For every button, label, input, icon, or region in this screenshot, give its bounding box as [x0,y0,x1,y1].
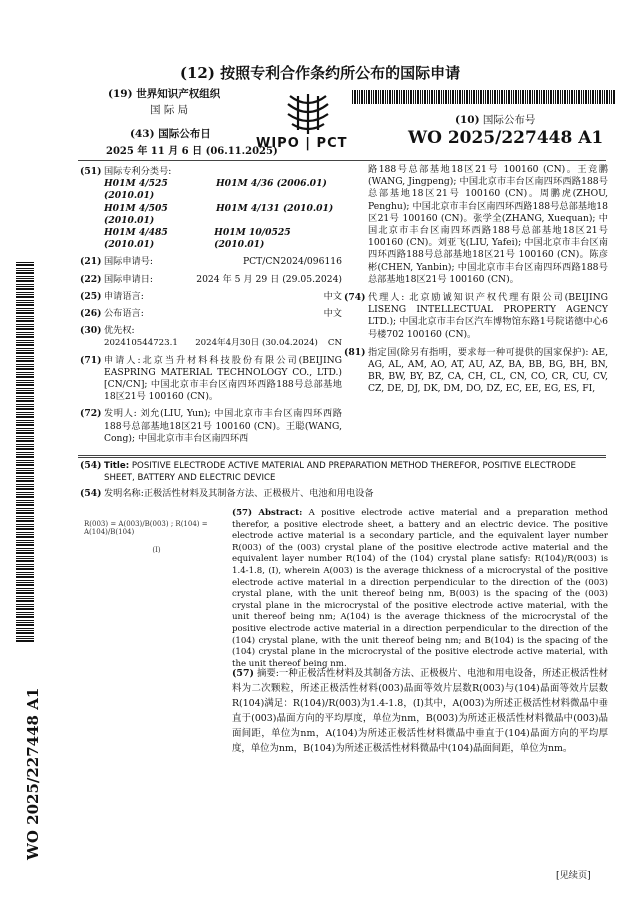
title-rule [78,455,606,458]
field-26: (26) 公布语言: 中文 [80,308,342,320]
continued-note: [见续页] [556,870,591,881]
vertical-pubno [24,640,42,860]
top-barcode [352,89,616,103]
ipc-code: H01M 4/131 (2010.01) [216,202,334,214]
ipc-row [104,178,342,202]
field-30: (30) 优先权: [80,325,135,337]
ipc-code: H01M 4/36 (2006.01) [216,178,327,190]
side-barcode [16,262,34,642]
pubno-label-row [455,112,535,127]
formula-label: (I) [152,546,161,554]
wipo-logo-text: WIPO | PCT [256,136,348,151]
field-22: (22) 国际申请日: 2024 年 5 月 29 日 (29.05.2024) [80,273,342,285]
ipc-row [104,203,342,227]
inventors-continued: 路188号总部基地18区21号 100160 (CN)。王竞鹏(WANG, Jingpeng); 中国北京市丰台区南四环西路188号总部基地18区21号 100160 (CN)。周鹏虎(ZHOU, Penghu); 中国北京市丰台区南四环西路188号总部基地18区21号 100160 (CN)。张学全(ZHANG, Xuequan); 中国北京市丰台区南四环西路188号总部基地18区21号 100160 (CN)。刘亚飞(LIU, Yafei); 中国北京市丰台区南四环西路188号总部基地18区21号 100160 (CN)。陈彦彬(CHEN, Yanbin); 中国北京市丰台区南四环西路188号总部基地18区21号 100160 (CN)。 [368,164,608,285]
left-column [80,166,342,445]
field-74: (74) 代理人: 北京励诚知识产权代理有限公司(BEIJING LISENG INTELLECTUAL PROPERTY AGENCY LTD.); 中国北京市丰台区汽车博物馆东路1号院诺德中心6号楼702 100160 (CN)。 [344,292,608,340]
pubno-label: 国际公布号 [482,114,536,126]
priority-row: 202410544723.1 2024年4月30日 (30.04.2024) CN [104,338,342,349]
ipc-list [80,178,342,251]
org-name: 世界知识产权组织 [136,88,221,100]
formula-line: R(003) = A(003)/B(003) ; R(104) = A(104)/B(104) [84,520,208,536]
vertical-pubno-text: WO 2025/227448 A1 [24,687,42,860]
abstract-zh: (57) 摘要:一种正极活性材料及其制备方法、正极极片、电池和用电设备，所述正极活性材料为二次颗粒，所述正极活性材料(003)晶面等效片层数R(003)与(104)晶面等效片层数R(104)满足：R(104)/R(003)为1.4-1.8，(I)其中，A(003)为所述正极活性材料微晶中垂直于(003)晶面方向的平均厚度，单位为nm，B(003)为所述正极活性材料微晶中(003)晶面间距，单位为nm，A(104)为所述正极活性材料微晶中垂直于(104)晶面方向的平均厚度，单位为nm，B(104)为所述正极活性材料微晶中(104)晶面间距，单位为nm。 [232,668,608,754]
document-title: (12) 按照专利合作条约所公布的国际申请 [179,64,461,82]
field-21: (21) 国际申请号: PCT/CN2024/096116 [80,256,342,268]
formula-figure [84,520,229,554]
pubdate-label-row [130,126,211,141]
pubno-num: (10) [455,114,480,126]
pubdate-num: (43) [130,128,155,140]
right-column [344,164,608,396]
pubno-value: WO 2025/227448 A1 [408,128,604,148]
field-72: (72) 发明人: 刘允(LIU, Yun); 中国北京市丰台区南四环西路188号总部基地18区21号 100160 (CN)。王聪(WANG, Cong); 中国北京市丰台区南四环西 [80,408,342,444]
ipc-code: H01M 4/525 (2010.01) [104,178,168,202]
pubdate-label: 国际公布日 [158,128,211,140]
field-81: (81) 指定国(除另有指明，要求每一种可提供的国家保护): AE, AG, AL, AM, AO, AT, AU, AZ, BA, BB, BG, BH, BN, BR, BW, BY, BZ, CA, CH, CL, CN, CO, CR, CU, CV, CZ, DE, DJ, DK, DM, DO, DZ, EC, EE, EG, ES, FI, [344,346,608,395]
field-54-zh: (54) 发明名称: 正极活性材料及其制备方法、正极极片、电池和用电设备 [80,488,374,499]
field-54-en: (54) Title: POSITIVE ELECTRODE ACTIVE MATERIAL AND PREPARATION METHOD THEREFOR, POSITIVE ELECTRODE SHEET, BATTERY AND ELECTRIC DEVICE [80,460,576,484]
org-num: (19) [108,88,133,100]
org-subname: 国 际 局 [150,104,189,116]
header-rule [78,160,606,161]
ipc-code: H01M 4/485 (2010.01) [104,227,168,251]
ipc-code: H01M 4/505 (2010.01) [104,202,168,226]
ipc-row [104,227,342,251]
pubdate-value: 2025 年 11 月 6 日 (06.11.2025) [106,146,278,157]
ipc-code: H01M 10/0525 (2010.01) [214,227,291,251]
abstract-en: (57) Abstract: A positive electrode active material and a preparation method therefor, a positive electrode sheet, a battery and an electric device. The positive electrode active material is a secondary particle, and the equivalent layer number R(003) of the (003) crystal plane of the positive electrode active material and the equivalent layer number R(104) of the (104) crystal plane satisfy: R(104)/R(003) is 1.4-1.8, (I), wherein A(003) is the average thickness of a microcrystal of the positive electrode active material in a direction perpendicular to the direction of the (003) crystal plane, with the unit thereof being nm, B(003) is the spacing of the (003) crystal plane in the microcrystal of the positive electrode active material, with the unit thereof being nm; A(104) is the average thickness of the microcrystal of the positive electrode active material in a direction perpendicular to the direction of the (104) crystal plane, with the unit thereof being nm; and B(104) is the spacing of the (104) crystal plane in the microcrystal of the positive electrode active material, with the unit thereof being nm. [232,508,609,669]
field-25: (25) 申请语言: 中文 [80,290,342,302]
field-71: (71) 申请人:北京当升材料科技股份有限公司(BEIJING EASPRING MATERIAL TECHNOLOGY CO., LTD.) [CN/CN]; 中国北京市丰台区南四环西路188号总部基地18区21号 100160 (CN)。 [80,354,342,403]
org-block [108,86,220,101]
field-51: (51) 国际专利分类号: [80,166,172,177]
